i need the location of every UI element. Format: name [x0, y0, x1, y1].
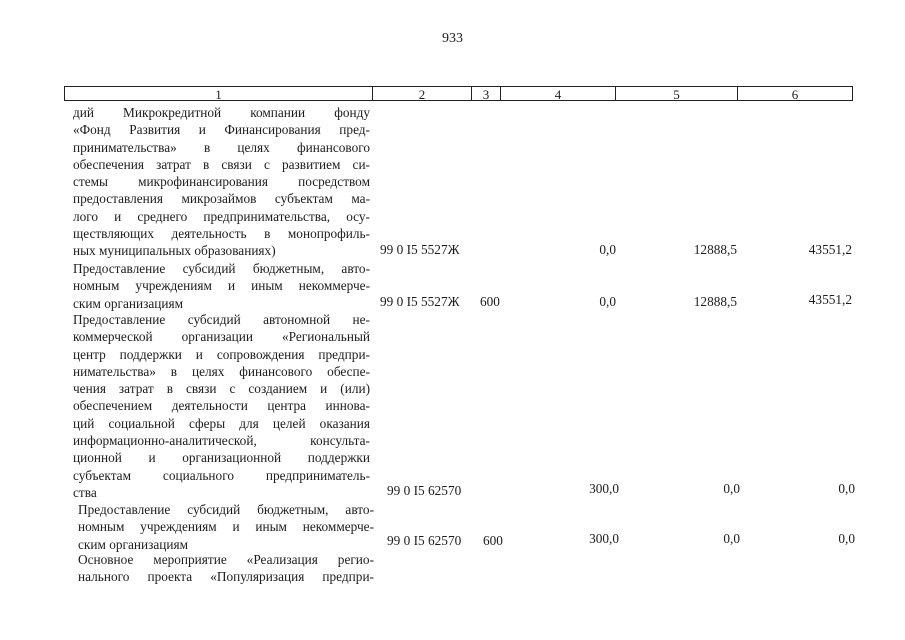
column-header-6: 6 — [738, 86, 853, 101]
description-line: лого и среднего предпринимательства, осу- — [73, 208, 370, 224]
description-line: ским организациям — [73, 295, 184, 311]
description-line: нального проекта «Популяризация предпри- — [78, 569, 374, 585]
value-col-5: 12888,5 — [693, 242, 737, 257]
expense-kind: 600 — [480, 294, 500, 309]
description-line: коммерческой организации «Региональный — [73, 329, 370, 345]
column-header-1: 1 — [64, 86, 373, 101]
page-number: 933 — [442, 31, 463, 46]
description-line: стемы микрофинансирования посредством — [73, 174, 370, 190]
row-description — [73, 311, 370, 501]
description-line: Предоставление субсидий бюджетным, авто- — [78, 502, 374, 517]
description-line: ных муниципальных образованиях) — [73, 243, 276, 259]
description-line: чения затрат в связи с созданием и (или) — [73, 381, 370, 397]
description-line: субъектам социального предприниматель- — [73, 467, 370, 483]
value-col-4: 300,0 — [589, 481, 619, 496]
row-description — [78, 501, 374, 553]
description-line: дий Микрокредитной компании фонду — [73, 105, 370, 120]
row-description — [73, 104, 370, 260]
description-line: ций социальной сферы для целей оказания — [73, 415, 370, 431]
value-col-4: 0,0 — [599, 242, 616, 257]
value-col-6: 0,0 — [838, 481, 855, 496]
description-line: нимательства» в целях финансового обеспе- — [73, 363, 370, 379]
value-col-6: 43551,2 — [808, 242, 852, 257]
description-line: центр поддержки и сопровождения предпри- — [73, 346, 370, 362]
column-header-4: 4 — [501, 86, 616, 101]
description-line: обеспечением деятельности центра иннова- — [73, 398, 370, 414]
value-col-4: 0,0 — [599, 294, 616, 309]
value-col-6: 43551,2 — [808, 292, 852, 307]
expense-kind: 600 — [483, 533, 503, 548]
description-line: Предоставление субсидий бюджетным, авто- — [73, 261, 370, 276]
column-header-5: 5 — [616, 86, 738, 101]
description-line: ским организациям — [78, 536, 189, 552]
description-line: информационно-аналитической, консульта- — [73, 433, 370, 449]
value-col-4: 300,0 — [589, 531, 619, 546]
budget-code: 99 0 I5 62570 — [387, 533, 462, 548]
description-line: номным учреждениям и иным некоммерче- — [73, 278, 370, 294]
column-header-2: 2 — [373, 86, 472, 101]
description-line: Предоставление субсидий автономной не- — [73, 312, 370, 327]
description-line: принимательства» в целях финансового — [73, 139, 370, 155]
description-line: обеспечения затрат в связи с развитием си- — [73, 156, 370, 172]
budget-code: 99 0 I5 5527Ж — [380, 294, 460, 309]
description-line: Основное мероприятие «Реализация регио- — [78, 552, 374, 567]
description-line: ства — [73, 484, 97, 500]
value-col-5: 12888,5 — [693, 294, 737, 309]
budget-code: 99 0 I5 62570 — [387, 483, 462, 498]
description-line: номным учреждениям и иным некоммерче- — [78, 519, 374, 535]
budget-code: 99 0 I5 5527Ж — [380, 242, 460, 257]
value-col-5: 0,0 — [723, 481, 740, 496]
row-description — [73, 260, 370, 312]
description-line: ществляющих деятельность в монопрофиль- — [73, 226, 370, 242]
row-description — [78, 551, 374, 586]
value-col-6: 0,0 — [838, 531, 855, 546]
description-line: «Фонд Развития и Финансирования пред- — [73, 122, 370, 138]
description-line: предоставления микрозаймов субъектам ма- — [73, 191, 370, 207]
column-header-3: 3 — [472, 86, 501, 101]
value-col-5: 0,0 — [723, 531, 740, 546]
description-line: ционной и организационной поддержки — [73, 450, 370, 466]
